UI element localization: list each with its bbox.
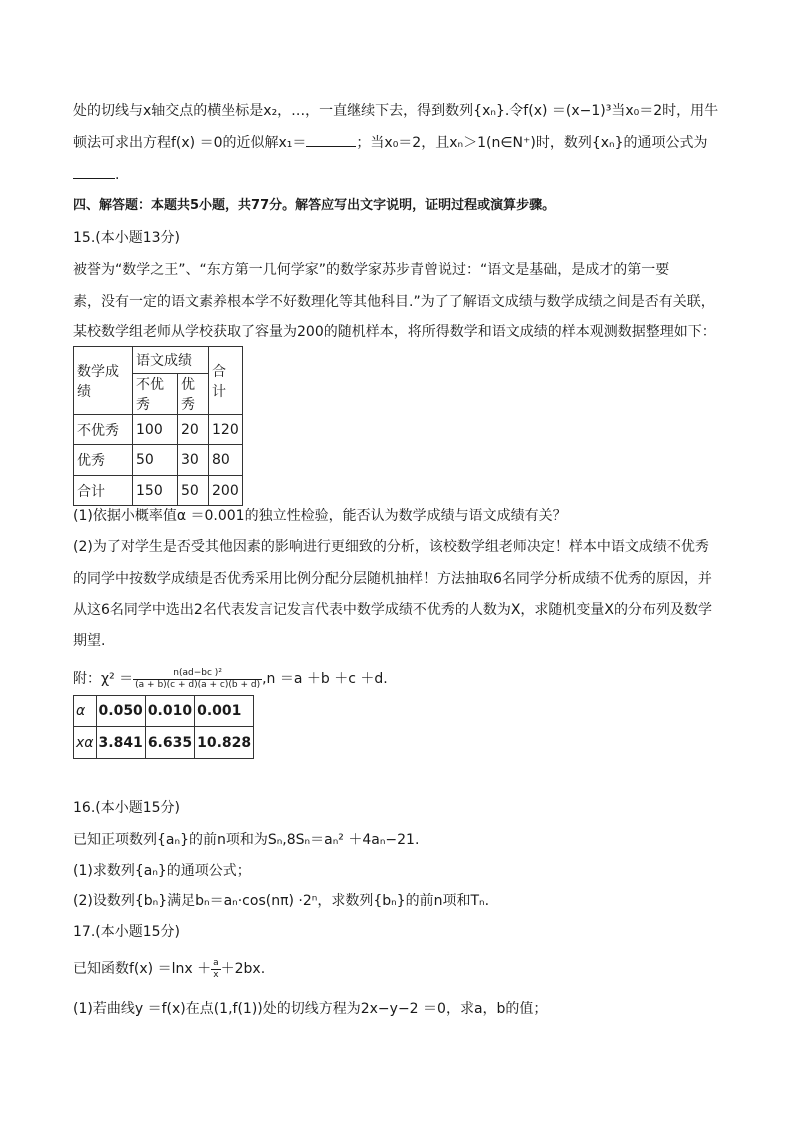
q17-header: 17.(本小题15分): [73, 924, 181, 940]
table-corner-cell: 数学成绩: [74, 347, 133, 415]
table-row-label: α: [74, 696, 97, 727]
table-cell: 80: [209, 445, 243, 476]
q17-line1-part-a: 已知函数f(x) ＝lnx ＋: [73, 961, 212, 977]
q15-part2-line2: 的同学中按数学成绩是否优秀采用比例分配分层随机抽样！方法抽取6名同学分析成绩不优秀的原因，并: [73, 571, 712, 587]
table-row: [74, 727, 254, 759]
q17-fraction: [211, 958, 221, 981]
table-cell: 0.010: [145, 696, 194, 727]
q15-text-line3: 某校数学组老师从学校获取了容量为200的随机样本，将所得数学和语文成绩的样本观测数据整理如下：: [73, 324, 716, 340]
q16-part1: (1)求数列{aₙ}的通项公式；: [73, 863, 251, 879]
table-row-label: 合计: [74, 476, 133, 506]
table-row: [74, 696, 254, 727]
answer-blank: [73, 166, 115, 179]
contingency-table: [73, 346, 243, 506]
table-cell: 0.001: [195, 696, 254, 727]
critical-value-table: [73, 695, 254, 759]
table-cell: 150: [133, 476, 178, 506]
p14-line2-part-b: ；当x₀＝2，且xₙ＞1(n∈N⁺)时，数列{xₙ}的通项公式为: [356, 135, 708, 151]
q15-header: 15.(本小题13分): [73, 230, 181, 246]
chi-square-fraction: [133, 668, 262, 691]
table-row: [74, 445, 243, 476]
table-cell: 50: [178, 476, 209, 506]
q17-text-line1: [73, 956, 265, 982]
table-cell: 0.050: [96, 696, 145, 727]
p14-text-line1: 处的切线与x轴交点的横坐标是x₂，…，一直继续下去，得到数列{xₙ}.令f(x) ＝(x−1)³当x₀＝2时，用牛: [73, 103, 719, 119]
q15-part2-line3: 从这6名同学中选出2名代表发言记发言代表中数学成绩不优秀的人数为X，求随机变量X的分布列及数学: [73, 602, 712, 618]
q15-text-line2: 素，没有一定的语文素养根本学不好数理化等其他科目.”为了了解语文成绩与数学成绩之间是否有关联，: [73, 294, 715, 310]
table-total-header: 合计: [209, 347, 243, 415]
table-row-label: xα: [74, 727, 97, 759]
q16-part2: (2)设数列{bₙ}满足bₙ＝aₙ·cos(nπ) ·2ⁿ，求数列{bₙ}的前n项和Tₙ.: [73, 893, 490, 909]
q16-text-line1: 已知正项数列{aₙ}的前n项和为Sₙ,8Sₙ＝aₙ² ＋4aₙ−21.: [73, 832, 420, 848]
table-cell: 10.828: [195, 727, 254, 759]
table-row-label: 优秀: [74, 445, 133, 476]
section-header: 四、解答题：本题共5小题，共77分。解答应写出文字说明，证明过程或演算步骤。: [73, 198, 556, 213]
fraction-denominator: x: [213, 969, 219, 980]
fraction-numerator: n(ad−bc )²: [133, 668, 262, 680]
fraction-numerator: a: [213, 957, 219, 968]
q15-part1: (1)依据小概率值α ＝0.001的独立性检验，能否认为数学成绩与语文成绩有关？: [73, 508, 567, 524]
table-row: [74, 476, 243, 506]
table-row: [74, 415, 243, 445]
q15-appendix-formula: [73, 665, 388, 693]
table-col-header: 不优秀: [133, 374, 178, 415]
table-row-label: 不优秀: [74, 415, 133, 445]
answer-blank: [306, 134, 356, 147]
p14-line3-end: .: [115, 167, 120, 183]
table-cell: 30: [178, 445, 209, 476]
p14-text-line3: [73, 165, 119, 185]
appendix-prefix: 附：χ² ＝: [73, 671, 134, 687]
table-col-header: 优秀: [178, 374, 209, 415]
table-cell: 200: [209, 476, 243, 506]
p14-line2-part-a: 顿法可求出方程f(x) ＝0的近似解x₁＝: [73, 135, 307, 151]
q17-line1-part-b: ＋2bx.: [220, 961, 266, 977]
q15-part2-line4: 期望.: [73, 633, 106, 649]
q15-part2-line1: (2)为了对学生是否受其他因素的影响进行更细致的分析，该校数学组老师决定！样本中语文成绩不优秀: [73, 539, 709, 555]
appendix-suffix: ,n ＝a ＋b ＋c ＋d.: [262, 671, 388, 687]
table-cell: 6.635: [145, 727, 194, 759]
table-group-header: 语文成绩: [133, 347, 209, 374]
table-cell: 120: [209, 415, 243, 445]
table-cell: 50: [133, 445, 178, 476]
q16-header: 16.(本小题15分): [73, 800, 181, 816]
table-cell: 3.841: [96, 727, 145, 759]
fraction-denominator: (a + b)(c + d)(a + c)(b + d): [135, 679, 261, 690]
table-cell: 100: [133, 415, 178, 445]
table-cell: 20: [178, 415, 209, 445]
q17-part1: (1)若曲线y ＝f(x)在点(1,f(1))处的切线方程为2x−y−2 ＝0，求a，b的值；: [73, 1001, 548, 1017]
q15-text-line1: 被誉为“数学之王”、“东方第一几何学家”的数学家苏步青曾说过：“语文是基础，是成才的第一要: [73, 262, 670, 278]
p14-text-line2: [73, 133, 708, 153]
